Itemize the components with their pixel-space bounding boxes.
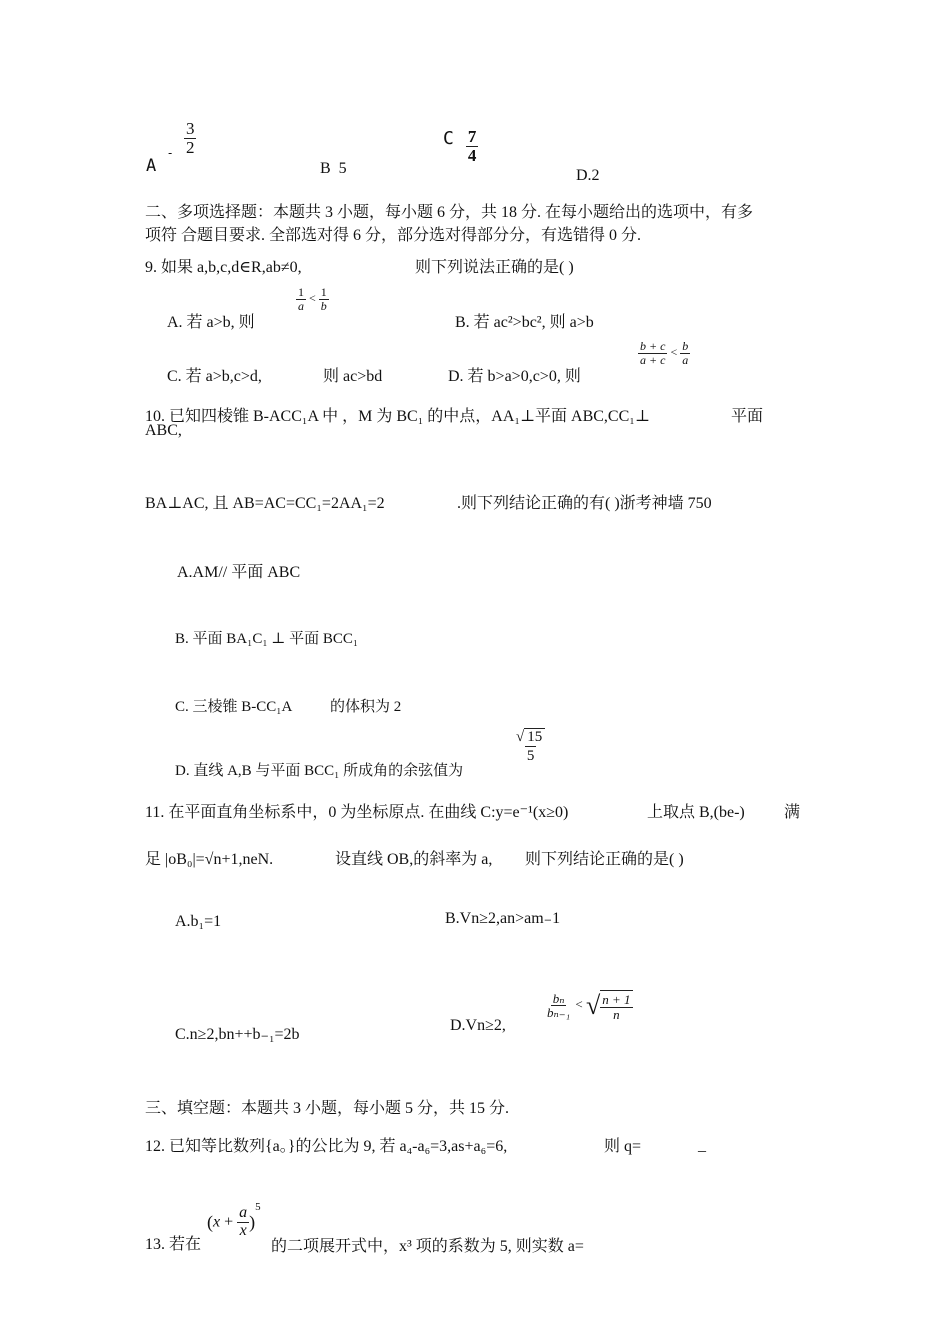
q9-option-d-formula: $\frac{b + c}{a + c}$ < $\frac{b}{a}$	[640, 339, 689, 367]
q11-option-a: A.b₁=1	[175, 913, 222, 930]
q11-option-d: D.Vn≥2,	[450, 1017, 506, 1034]
q9-option-c-a: C. 若 a>b,c>d,	[167, 368, 262, 385]
q10-option-d: D. 直线 A,B 与平面 BCC₁ 所成角的余弦值为	[175, 763, 464, 779]
q9-option-b: B. 若 ac²>bc², 则 a>b	[455, 314, 594, 331]
q8-c-fraction: $\frac{7}{4}$	[467, 127, 477, 165]
q8-option-a	[146, 119, 196, 177]
q12-stem-a: 12. 已知等比数列{a。}的公比为 9, 若 a₄-a₆=3,as+a₆=6,	[145, 1138, 508, 1155]
q13-expression: (x + $\frac{a}{x}$ )$^5$	[207, 1200, 261, 1239]
q9-option-a-formula: $\frac{1}{a}$ < $\frac{1}{b}$	[298, 285, 327, 313]
q10-stem-1c: ABC,	[145, 422, 182, 439]
q10-option-c-a: C. 三棱锥 B-CC₁A	[175, 699, 293, 715]
q10-option-b: B. 平面 BA₁C₁ ⊥ 平面 BCC₁	[175, 631, 359, 647]
q11-stem-1b: 上取点 B,(be-)	[647, 804, 745, 821]
q10-stem-2b: .则下列结论正确的有( )浙考神墙 750	[457, 495, 712, 512]
q8-option-b: B 5	[320, 160, 347, 177]
q11-stem-2c: 则下列结论正确的是( )	[525, 851, 684, 868]
q9-option-a: A. 若 a>b, 则	[167, 314, 255, 331]
q8-a-fraction: $\frac{3}{2}$	[185, 119, 195, 157]
q11-stem-2a: 足 |oB₀|=√n+1,neN.	[145, 851, 274, 868]
q8-a-sign: -	[166, 146, 174, 161]
q11-stem-2b: 设直线 OB,的斜率为 a,	[335, 851, 493, 868]
q10-option-a: A.AM// 平面 ABC	[177, 564, 301, 581]
q11-stem-1a: 11. 在平面直角坐标系中，0 为坐标原点. 在曲线 C:y=e⁻¹(x≥0)	[145, 804, 569, 821]
q10-option-c-b: 的体积为 2	[330, 699, 402, 715]
q10-option-d-formula: $\frac{√ 15}{5}$	[514, 730, 547, 765]
sqrt-symbol: √	[586, 990, 601, 1020]
q11-option-c: C.n≥2,bn++b₋₁=2b	[175, 1026, 300, 1043]
q13-stem-b: 的二项展开式中，x³ 项的系数为 5, 则实数 a=	[271, 1238, 584, 1255]
q12-stem-b: 则 q=	[604, 1138, 642, 1155]
section3-heading: 三、填空题：本题共 3 小题，每小题 5 分，共 15 分.	[145, 1100, 510, 1117]
q11-option-b: B.Vn≥2,an>am₋1	[445, 910, 561, 927]
q9-stem-b: 则下列说法正确的是( )	[415, 259, 574, 276]
q10-stem-1b: 平面	[731, 408, 764, 425]
q10-stem-1a: 10. 已知四棱锥 B-ACC₁A 中 ，M 为 BC₁ 的中点，AA₁⊥平面 ABC,CC₁⊥	[145, 408, 650, 425]
q9-option-d: D. 若 b>a>0,c>0, 则	[448, 368, 581, 385]
section2-heading-line2: 项符 合题目要求. 全部选对得 6 分，部分选对得部分分，有选错得 0 分.	[145, 227, 642, 244]
q8-option-c: C $\frac{7}{4}$	[443, 127, 477, 165]
q11-stem-1c: 满	[784, 804, 801, 821]
q12-blank: _	[698, 1137, 706, 1154]
q8-a-label: A	[146, 156, 157, 177]
q10-stem-2a: BA⊥AC, 且 AB=AC=CC₁=2AA₁=2	[145, 495, 385, 512]
q13-stem-a: 13. 若在	[145, 1236, 202, 1253]
q9-option-c-b: 则 ac>bd	[323, 368, 383, 385]
q9-stem-a: 9. 如果 a,b,c,d∈R,ab≠0,	[145, 259, 302, 276]
sqrt-symbol: √ 15	[516, 730, 545, 746]
q11-option-d-formula: $\frac{\text{bₙ}}{\text{bₙ₋₁}}$ < √ $\frac{n + 1}{n}$	[547, 990, 631, 1022]
section2-heading-line1: 二、多项选择题：本题共 3 小题，每小题 6 分，共 18 分. 在每小题给出的选项中，有多	[145, 204, 754, 221]
q8-option-d: D.2	[576, 167, 600, 184]
